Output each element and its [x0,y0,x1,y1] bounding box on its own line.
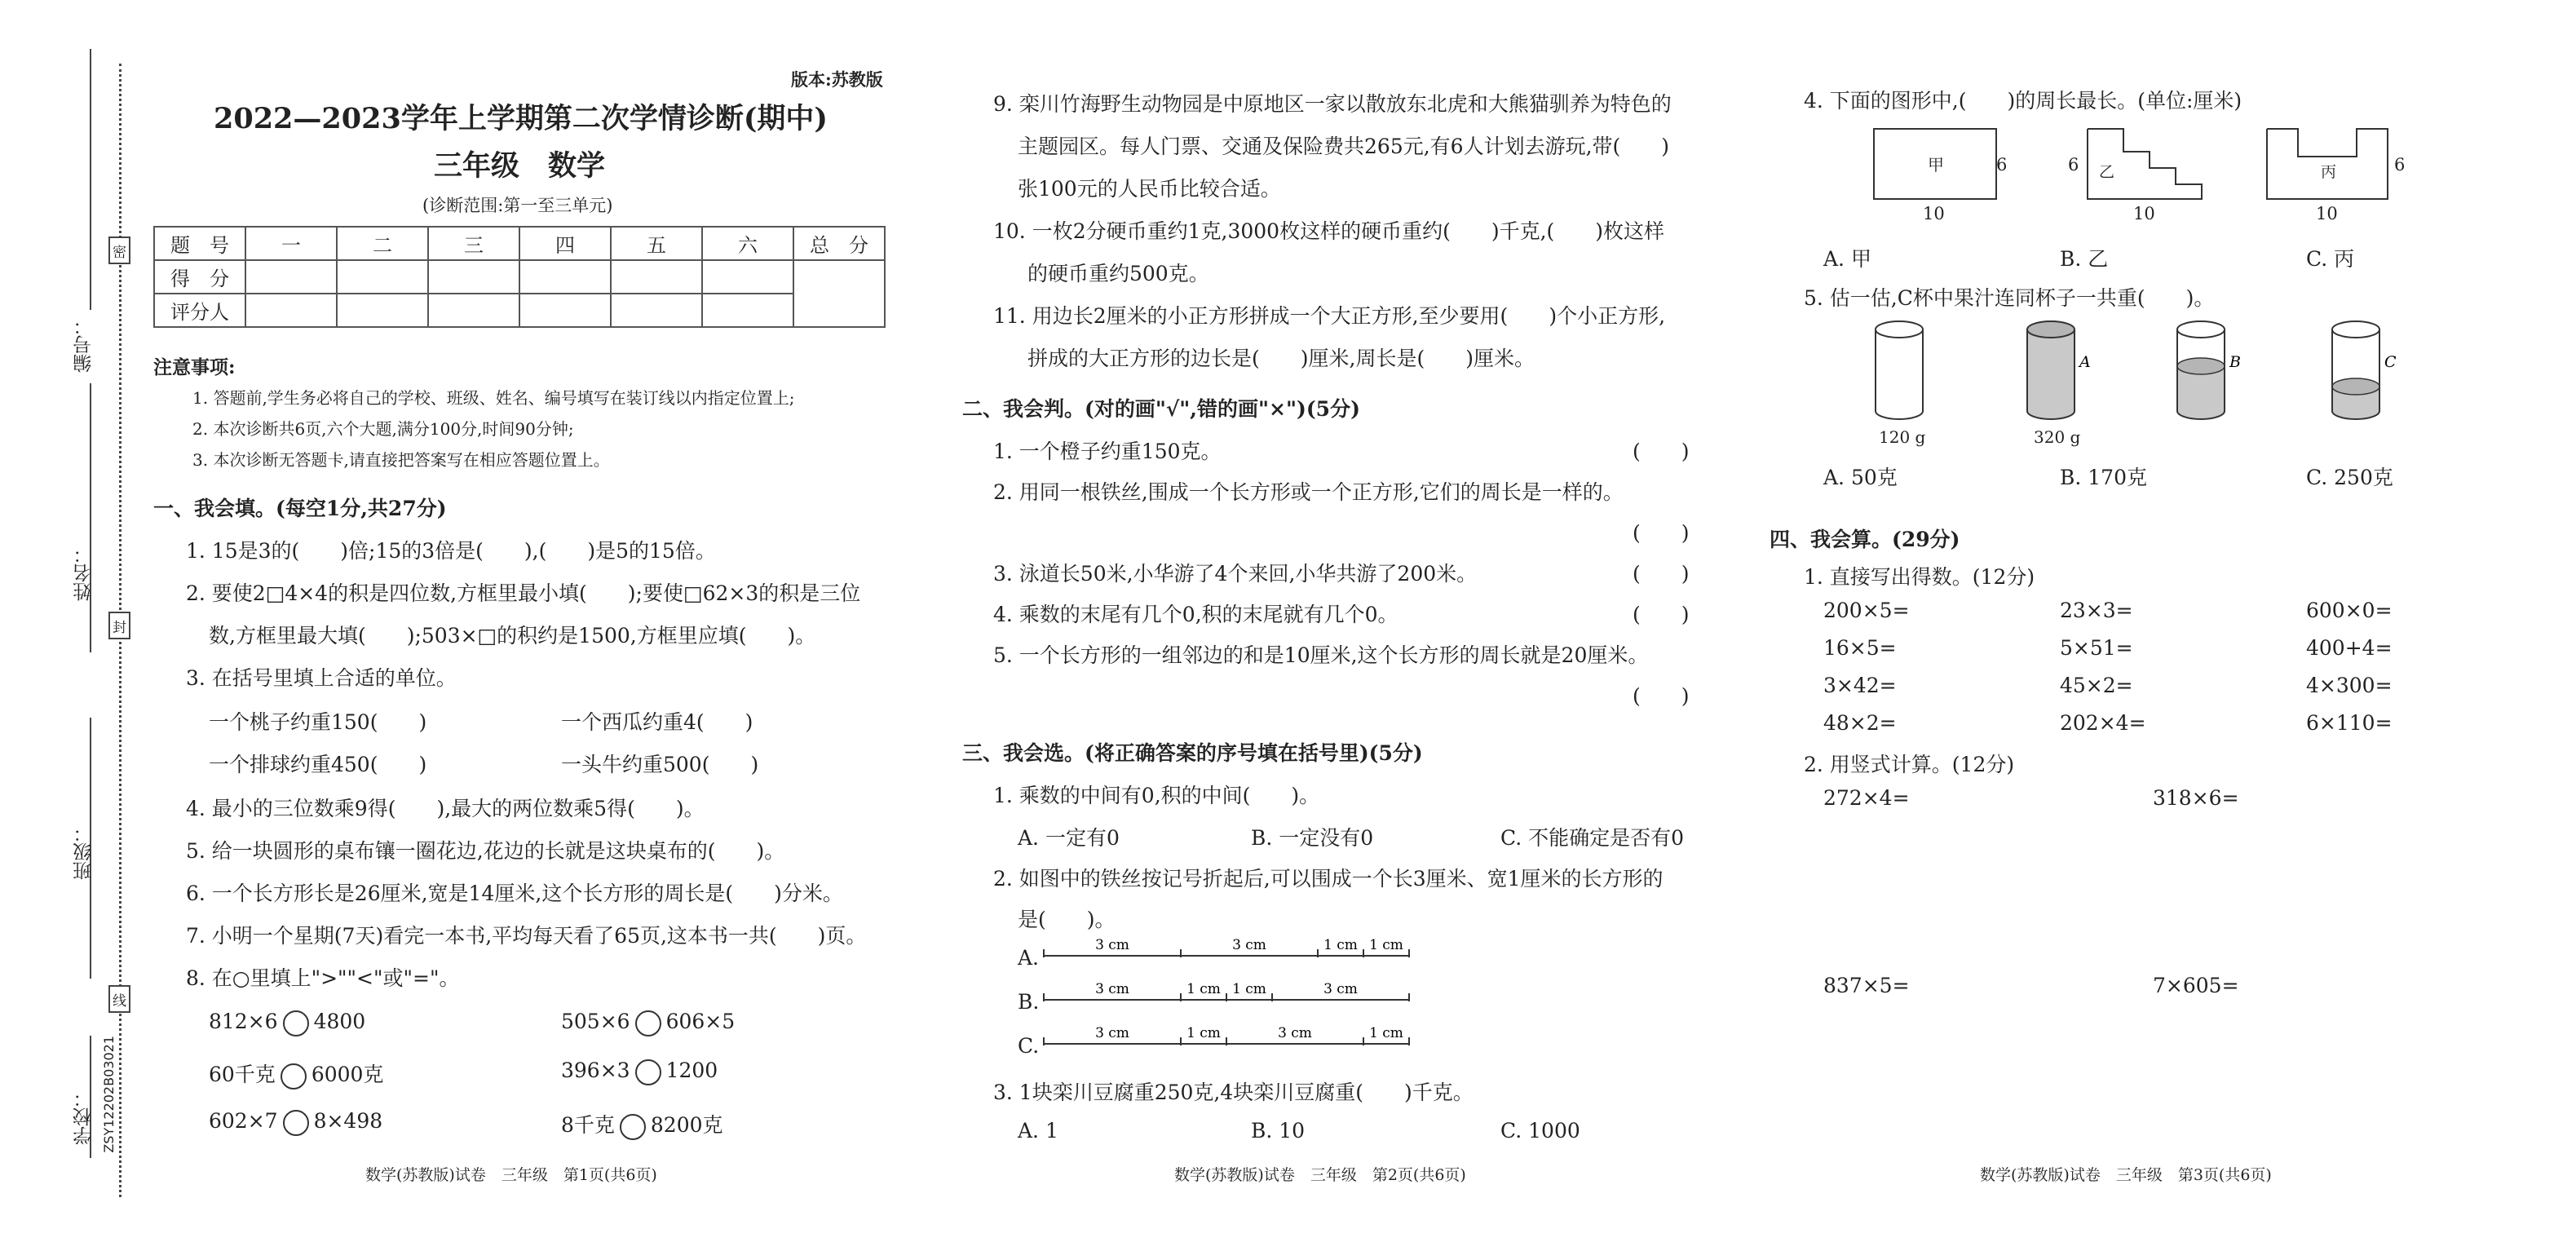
cup-body [1876,329,1923,419]
school-label: 学校： [73,1089,95,1145]
score-cell[interactable] [428,260,519,294]
wire-segment-label: 3 cm [1095,937,1129,953]
option: C. 丙 [2306,247,2355,271]
option: B. 170克 [2060,466,2147,489]
notes-title: 注意事项: [153,356,236,378]
oral-calc: 3×42= [1823,674,1897,697]
judge-item: 5. 一个长方形的一组邻边的和是10厘米,这个长方形的周长就是20厘米。 [993,643,1649,667]
cup-rim [1876,321,1923,338]
option: C. 不能确定是否有0 [1500,826,1685,850]
score-cell[interactable] [519,260,611,294]
shape-width: 10 [2316,204,2338,223]
compare-left: 505×6 [561,1010,630,1033]
grader-cell[interactable] [611,294,702,327]
total-score-cell[interactable] [793,260,885,327]
compare-circle[interactable] [281,1063,307,1090]
wire-segment-label: 3 cm [1278,1025,1312,1041]
shape-width: 10 [1923,204,1945,223]
wire-option-label: A. [1018,946,1040,970]
number-label: 编号： [73,316,95,373]
compare-pair [561,1010,735,1036]
unit-item: 一个排球约重450( ) [209,753,427,776]
question-1-8: 8. 在○里填上">""<"或"="。 [186,966,460,990]
unit-item: 一头牛约重500( ) [561,753,759,776]
edition-label: 版本:苏教版 [791,69,883,90]
cups-diagram [1859,318,2414,432]
section1-title: 一、我会填。(每空1分,共27分) [153,497,447,520]
cup-weight: 320 g [2034,427,2081,447]
oral-calc: 48×2= [1823,711,1897,735]
note-item: 1. 答题前,学生务必将自己的学校、班级、姓名、编号填写在装订线以内指定位置上; [192,388,795,408]
shape-label: 丙 [2321,163,2337,181]
compare-right: 606×5 [665,1010,736,1033]
question-1-11: 11. 用边长2厘米的小正方形拼成一个大正方形,至少要用( )个小正方形, [993,304,1666,328]
grader-cell[interactable] [519,294,611,327]
grader-cell[interactable] [245,294,337,327]
score-header: 总 分 [793,227,885,260]
oral-calc: 400+4= [2306,636,2393,660]
vertical-calc: 7×605= [2153,974,2239,997]
exam-title: 2022—2023学年上学期第二次学情诊断(期中) [214,102,828,135]
question-3-2-cont: 是( )。 [1018,908,1116,931]
seal-char: 封 [108,612,130,639]
question-1-2-cont: 数,方框里最大填( );503×□的积约是1500,方框里应填( )。 [209,624,816,648]
question-1-3: 3. 在括号里填上合适的单位。 [186,666,457,690]
judge-blank[interactable]: ( ) [1633,521,1690,545]
wire-segment-label: 1 cm [1323,937,1358,953]
compare-circle[interactable] [620,1114,646,1140]
seal-char: 线 [108,985,130,1013]
option: B. 一定没有0 [1251,826,1374,850]
compare-left: 8千克 [561,1113,615,1137]
compare-circle[interactable] [635,1059,661,1085]
vertical-calc: 837×5= [1823,974,1910,997]
oral-calc: 23×3= [2060,599,2133,622]
page-footer: 数学(苏教版)试卷 三年级 第1页(共6页) [365,1166,657,1184]
cup-label: B [2229,353,2241,371]
shape-height: 6 [2394,155,2406,175]
question-4-1: 1. 直接写出得数。(12分) [1804,565,2035,589]
oral-calc: 202×4= [2060,711,2146,735]
score-cell[interactable] [337,260,428,294]
compare-right: 6000克 [311,1063,384,1086]
name-label: 姓名： [73,545,95,601]
score-cell[interactable] [611,260,702,294]
shape-label: 甲 [1928,155,1944,175]
wire-segment-label: 1 cm [1369,1025,1403,1041]
score-cell[interactable] [245,260,337,294]
wire-segment-label: 3 cm [1323,981,1358,997]
question-1-9: 9. 栾川竹海野生动物园是中原地区一家以散放东北虎和大熊猫驯养为特色的 [993,92,1672,116]
exam-subtitle: 三年级 数学 [434,149,606,183]
grader-cell[interactable] [428,294,519,327]
option: A. 甲 [1823,247,1871,271]
binding-line [90,49,91,310]
score-header: 一 [245,227,337,260]
question-1-5: 5. 给一块圆形的桌布镶一圈花边,花边的长就是这块桌布的( )。 [186,839,785,863]
question-1-10: 10. 一枚2分硬币重约1克,3000枚这样的硬币重约( )千克,( )枚这样 [993,219,1665,243]
question-3-2: 2. 如图中的铁丝按记号折起后,可以围成一个长3厘米、宽1厘米的长方形的 [993,867,1664,891]
compare-pair [209,1109,382,1136]
compare-left: 812×6 [209,1010,278,1033]
page-footer: 数学(苏教版)试卷 三年级 第3页(共6页) [1980,1166,2272,1184]
oral-calc: 45×2= [2060,674,2133,697]
class-label: 班级： [73,824,95,880]
judge-item: 3. 泳道长50米,小华游了4个来回,小华共游了200米。 [993,562,1478,586]
vertical-calc: 272×4= [1823,786,1910,810]
oral-calc: 600×0= [2306,599,2393,622]
score-header: 五 [611,227,702,260]
section3-title: 三、我会选。(将正确答案的序号填在括号里)(5分) [962,741,1423,765]
judge-item: 1. 一个橙子约重150克。 [993,440,1222,463]
wire-diagram [1044,938,1435,1068]
wire-segment-label: 1 cm [1369,937,1403,953]
question-1-9-cont: 张100元的人民币比较合适。 [1018,177,1281,201]
seal-char: 密 [108,236,130,264]
oral-calc: 4×300= [2306,674,2393,697]
cup-weight: 120 g [1879,427,1926,447]
binding-line [90,383,91,652]
question-1-4: 4. 最小的三位数乘9得( ),最大的两位数乘5得( )。 [186,797,705,820]
score-row-label: 得 分 [154,260,245,294]
option: C. 250克 [2306,466,2393,489]
option: A. 1 [1018,1119,1058,1143]
compare-left: 60千克 [209,1063,276,1086]
option: B. 乙 [2060,247,2109,271]
score-row-label: 评分人 [154,294,245,327]
compare-pair [561,1109,723,1140]
score-header: 四 [519,227,611,260]
section4-title: 四、我会算。(29分) [1770,528,1960,551]
question-1-2: 2. 要使2□4×4的积是四位数,方框里最小填( );要使□62×3的积是三位 [186,581,861,605]
compare-right: 8200克 [650,1113,723,1137]
wire-segment-label: 3 cm [1232,937,1266,953]
cup-rim [2027,321,2074,338]
serial-code: ZSY12202B03021 [101,1036,117,1153]
oral-calc: 16×5= [1823,636,1897,660]
compare-right: 8×498 [313,1109,383,1133]
shape-width: 10 [2133,204,2155,223]
question-1-1: 1. 15是3的( )倍;15的3倍是( ),( )是5的15倍。 [186,539,716,563]
shape-height: 6 [2068,155,2079,175]
unit-item: 一个西瓜约重4( ) [561,710,753,734]
note-item: 2. 本次诊断共6页,六个大题,满分100分,时间90分钟; [192,419,574,439]
cup-label: A [2079,353,2091,371]
question-1-6: 6. 一个长方形长是26厘米,宽是14厘米,这个长方形的周长是( )分米。 [186,882,843,905]
question-3-1: 1. 乘数的中间有0,积的中间( )。 [993,784,1320,807]
compare-circle[interactable] [635,1010,661,1036]
oral-calc: 6×110= [2306,711,2393,735]
grader-cell[interactable] [702,294,793,327]
score-header: 二 [337,227,428,260]
compare-left: 602×7 [209,1109,278,1133]
wire-option-label: C. [1018,1034,1040,1058]
cup [2177,321,2241,419]
question-1-7: 7. 小明一个星期(7天)看完一本书,平均每天看了65页,这本书一共( )页。 [186,924,867,948]
wire-segment-label: 3 cm [1095,1025,1129,1041]
judge-blank[interactable]: ( ) [1633,562,1690,586]
cup-juice [2027,329,2074,419]
score-header: 题 号 [154,227,245,260]
question-1-11-cont: 拼成的大正方形的边长是( )厘米,周长是( )厘米。 [1027,347,1535,370]
oral-calc: 5×51= [2060,636,2133,660]
question-1-9-cont: 主题园区。每人门票、交通及保险费共265元,有6人计划去游玩,带( ) [1018,135,1670,158]
question-1-10-cont: 的硬币重约500克。 [1027,262,1209,285]
cup-juice-surface [2177,358,2225,374]
judge-item: 2. 用同一根铁丝,围成一个长方形或一个正方形,它们的周长是一样的。 [993,480,1624,504]
option: A. 50克 [1823,466,1898,489]
compare-pair [209,1010,365,1036]
compare-pair [209,1059,383,1090]
compare-right: 1200 [665,1059,718,1082]
wire-segment-label: 1 cm [1186,1025,1221,1041]
wire-segment-label: 1 cm [1186,981,1221,997]
score-header: 六 [702,227,793,260]
compare-circle[interactable] [283,1010,309,1036]
cup [2027,321,2091,419]
question-3-4: 4. 下面的图形中,( )的周长最长。(单位:厘米) [1804,89,2242,113]
compare-pair [561,1059,718,1085]
judge-blank[interactable]: ( ) [1633,603,1690,626]
judge-blank[interactable]: ( ) [1633,440,1690,463]
wire-segment-label: 1 cm [1232,981,1266,997]
option: A. 一定有0 [1018,826,1120,850]
section2-title: 二、我会判。(对的画"√",错的画"×")(5分) [962,397,1360,421]
grader-cell[interactable] [337,294,428,327]
option: B. 10 [1251,1119,1306,1143]
note-item: 3. 本次诊断无答题卡,请直接把答案写在相应答题位置上。 [192,450,610,470]
question-3-3: 3. 1块栾川豆腐重250克,4块栾川豆腐重( )千克。 [993,1081,1474,1104]
score-table [153,226,886,328]
judge-item: 4. 乘数的末尾有几个0,积的末尾就有几个0。 [993,603,1398,626]
cup-rim [2332,321,2379,338]
question-4-2: 2. 用竖式计算。(12分) [1804,753,2015,776]
page-footer: 数学(苏教版)试卷 三年级 第2页(共6页) [1174,1166,1466,1184]
cup-juice-surface [2332,378,2379,395]
shape-label: 乙 [2099,163,2115,181]
oral-calc: 200×5= [1823,599,1910,622]
vertical-calc: 318×6= [2153,786,2239,810]
wire-segment-label: 3 cm [1095,981,1129,997]
cup-label: C [2384,353,2397,371]
shape-height: 6 [1996,155,2008,175]
cup [2332,321,2397,419]
score-header: 三 [428,227,519,260]
exam-scope: (诊断范围:第一至三单元) [422,196,613,215]
unit-item: 一个桃子约重150( ) [209,710,427,734]
score-cell[interactable] [702,260,793,294]
compare-right: 4800 [313,1010,366,1033]
cup-rim [2177,321,2225,338]
question-3-5: 5. 估一估,C杯中果汁连同杯子一共重( )。 [1804,286,2215,310]
judge-blank[interactable]: ( ) [1633,684,1690,708]
wire-option-label: B. [1018,990,1040,1014]
compare-left: 396×3 [561,1059,630,1082]
cup [1876,321,1923,419]
option: C. 1000 [1500,1119,1580,1143]
compare-circle[interactable] [283,1110,309,1136]
